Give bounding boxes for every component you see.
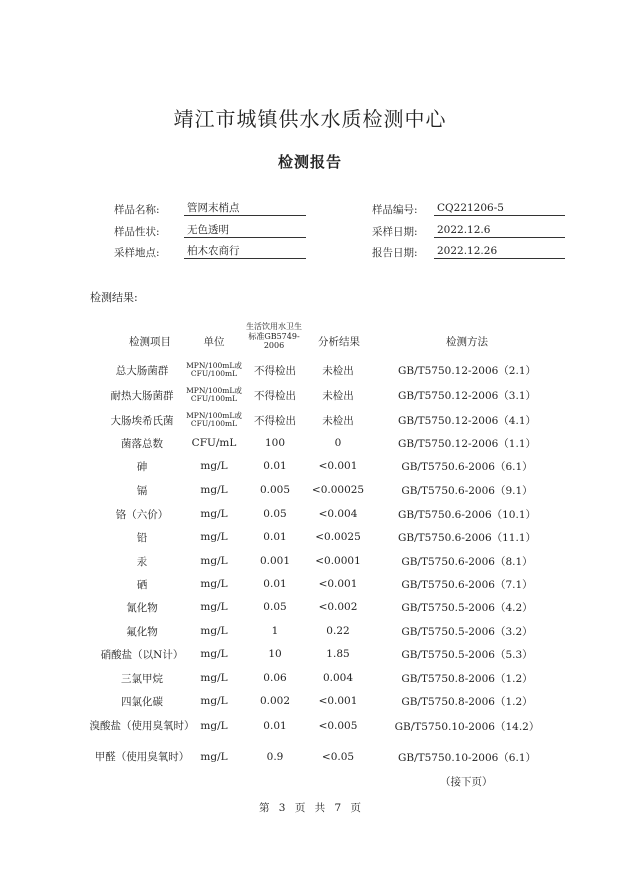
header-method: 检测方法 xyxy=(446,336,488,348)
sample-property-label: 样品性状: xyxy=(114,226,160,238)
cell-method: GB/T5750.8-2006（1.2） xyxy=(401,672,533,685)
cell-item: 总大肠菌群 xyxy=(115,364,169,377)
sampling-site-value: 柏木农商行 xyxy=(184,245,306,259)
cell-item: 汞 xyxy=(136,555,148,568)
cell-unit: mg/L xyxy=(200,625,228,637)
cell-method: GB/T5750.6-2006（6.1） xyxy=(401,460,533,473)
cell-result: <0.00025 xyxy=(311,484,365,496)
table-row xyxy=(0,409,620,431)
cell-method: GB/T5750.6-2006（10.1） xyxy=(397,508,537,521)
cell-item: 溴酸盐（使用臭氧时） xyxy=(89,720,195,732)
sample-name-label: 样品名称: xyxy=(114,204,160,216)
cell-standard: 0.001 xyxy=(259,555,291,567)
sample-name-value: 管网末梢点 xyxy=(184,202,306,216)
cell-unit: mg/L xyxy=(200,484,228,496)
cell-standard: 0.05 xyxy=(263,601,287,613)
cell-method: GB/T5750.5-2006（4.2） xyxy=(401,601,533,614)
cell-result: <0.0025 xyxy=(315,531,361,543)
table-row xyxy=(0,573,620,595)
cell-item: 氰化物 xyxy=(126,601,158,614)
header-item: 检测项目 xyxy=(129,336,171,348)
cell-item: 镉 xyxy=(136,484,148,497)
cell-method: GB/T5750.6-2006（7.1） xyxy=(401,578,533,591)
page-number: 第 3 页 共 7 页 xyxy=(258,802,362,814)
cell-standard: 不得检出 xyxy=(254,389,296,402)
cell-standard: 不得检出 xyxy=(254,414,296,427)
cell-result: 未检出 xyxy=(322,414,354,427)
cell-result: 未检出 xyxy=(322,389,354,402)
cell-method: GB/T5750.12-2006（2.1） xyxy=(397,364,537,377)
sample-no-label: 样品编号: xyxy=(372,204,418,216)
cell-item: 硒 xyxy=(136,578,148,591)
cell-standard: 0.002 xyxy=(259,695,291,707)
cell-unit: mg/L xyxy=(200,672,228,684)
cell-item: 大肠埃希氏菌 xyxy=(110,414,174,427)
cell-unit: MPN/100mL或CFU/100mL xyxy=(186,410,242,428)
table-row xyxy=(0,359,620,381)
table-row xyxy=(0,503,620,525)
cell-method: GB/T5750.6-2006（9.1） xyxy=(401,484,533,497)
cell-standard: 0.9 xyxy=(266,751,284,763)
cell-unit: mg/L xyxy=(200,460,228,472)
cell-unit: MPN/100mL或CFU/100mL xyxy=(186,385,242,403)
cell-method: GB/T5750.12-2006（1.1） xyxy=(397,437,537,450)
report-title: 检测报告 xyxy=(277,153,342,171)
continued-note: （接下页） xyxy=(440,776,493,788)
cell-result: <0.002 xyxy=(318,601,358,613)
cell-unit: CFU/mL xyxy=(191,437,237,449)
cell-standard: 10 xyxy=(268,648,282,660)
cell-method: GB/T5750.5-2006（3.2） xyxy=(401,625,533,638)
table-row xyxy=(0,715,620,737)
cell-result: <0.001 xyxy=(318,695,358,707)
table-row xyxy=(0,455,620,477)
cell-unit: mg/L xyxy=(200,531,228,543)
table-row xyxy=(0,643,620,665)
header-standard: 生活饮用水卫生标准GB5749-2006 xyxy=(246,322,302,350)
cell-result: <0.004 xyxy=(318,508,358,520)
cell-unit: mg/L xyxy=(200,508,228,520)
table-row xyxy=(0,746,620,768)
cell-method: GB/T5750.10-2006（6.1） xyxy=(397,751,537,764)
cell-item: 砷 xyxy=(136,460,148,473)
cell-standard: 1 xyxy=(271,625,279,637)
cell-item: 氟化物 xyxy=(126,625,158,638)
header-result: 分析结果 xyxy=(318,336,360,348)
cell-method: GB/T5750.12-2006（4.1） xyxy=(397,414,537,427)
cell-unit: mg/L xyxy=(200,578,228,590)
cell-standard: 0.01 xyxy=(263,578,287,590)
cell-result: <0.001 xyxy=(318,460,358,472)
table-row xyxy=(0,690,620,712)
table-row xyxy=(0,620,620,642)
cell-method: GB/T5750.10-2006（14.2） xyxy=(394,720,540,733)
cell-unit: MPN/100mL或CFU/100mL xyxy=(186,360,242,378)
cell-item: 铬（六价） xyxy=(115,508,169,521)
cell-unit: mg/L xyxy=(200,720,228,732)
cell-unit: mg/L xyxy=(200,695,228,707)
cell-method: GB/T5750.6-2006（8.1） xyxy=(401,555,533,568)
table-row xyxy=(0,667,620,689)
cell-standard: 不得检出 xyxy=(254,364,296,377)
cell-result: <0.001 xyxy=(318,578,358,590)
table-row xyxy=(0,384,620,406)
table-row xyxy=(0,526,620,548)
report-date-label: 报告日期: xyxy=(372,247,418,259)
cell-standard: 100 xyxy=(264,437,286,449)
cell-item: 硝酸盐（以N计） xyxy=(100,648,184,661)
cell-result: 1.85 xyxy=(326,648,350,660)
sample-property-value: 无色透明 xyxy=(184,224,306,238)
report-org-title: 靖江市城镇供水水质检测中心 xyxy=(173,107,447,131)
cell-result: 0 xyxy=(334,437,342,449)
header-unit: 单位 xyxy=(203,336,225,348)
sample-no-value: CQ221206-5 xyxy=(434,202,565,216)
cell-standard: 0.05 xyxy=(263,508,287,520)
cell-unit: mg/L xyxy=(200,648,228,660)
table-row xyxy=(0,550,620,572)
cell-standard: 0.005 xyxy=(259,484,291,496)
cell-unit: mg/L xyxy=(200,555,228,567)
report-date-value: 2022.12.26 xyxy=(434,245,565,259)
cell-standard: 0.01 xyxy=(263,460,287,472)
table-row xyxy=(0,596,620,618)
cell-standard: 0.06 xyxy=(263,672,287,684)
cell-result: 0.004 xyxy=(322,672,354,684)
cell-unit: mg/L xyxy=(200,751,228,763)
cell-method: GB/T5750.6-2006（11.1） xyxy=(397,531,537,544)
cell-method: GB/T5750.12-2006（3.1） xyxy=(397,389,537,402)
cell-item: 三氯甲烷 xyxy=(121,672,163,685)
cell-result: <0.05 xyxy=(321,751,355,763)
table-row xyxy=(0,479,620,501)
cell-standard: 0.01 xyxy=(263,720,287,732)
sampling-site-label: 采样地点: xyxy=(114,247,160,259)
cell-item: 铅 xyxy=(136,531,148,544)
results-heading: 检测结果: xyxy=(90,291,138,304)
cell-method: GB/T5750.8-2006（1.2） xyxy=(401,695,533,708)
cell-item: 四氯化碳 xyxy=(121,695,163,708)
cell-item: 甲醛（使用臭氧时） xyxy=(94,751,190,763)
cell-result: 0.22 xyxy=(326,625,350,637)
cell-result: <0.0001 xyxy=(315,555,361,567)
cell-item: 菌落总数 xyxy=(121,437,163,450)
cell-method: GB/T5750.5-2006（5.3） xyxy=(401,648,533,661)
cell-standard: 0.01 xyxy=(263,531,287,543)
sampling-date-value: 2022.12.6 xyxy=(434,224,565,238)
cell-result: <0.005 xyxy=(318,720,358,732)
table-row xyxy=(0,432,620,454)
cell-unit: mg/L xyxy=(200,601,228,613)
cell-result: 未检出 xyxy=(322,364,354,377)
cell-item: 耐热大肠菌群 xyxy=(110,389,174,402)
sampling-date-label: 采样日期: xyxy=(372,226,418,238)
